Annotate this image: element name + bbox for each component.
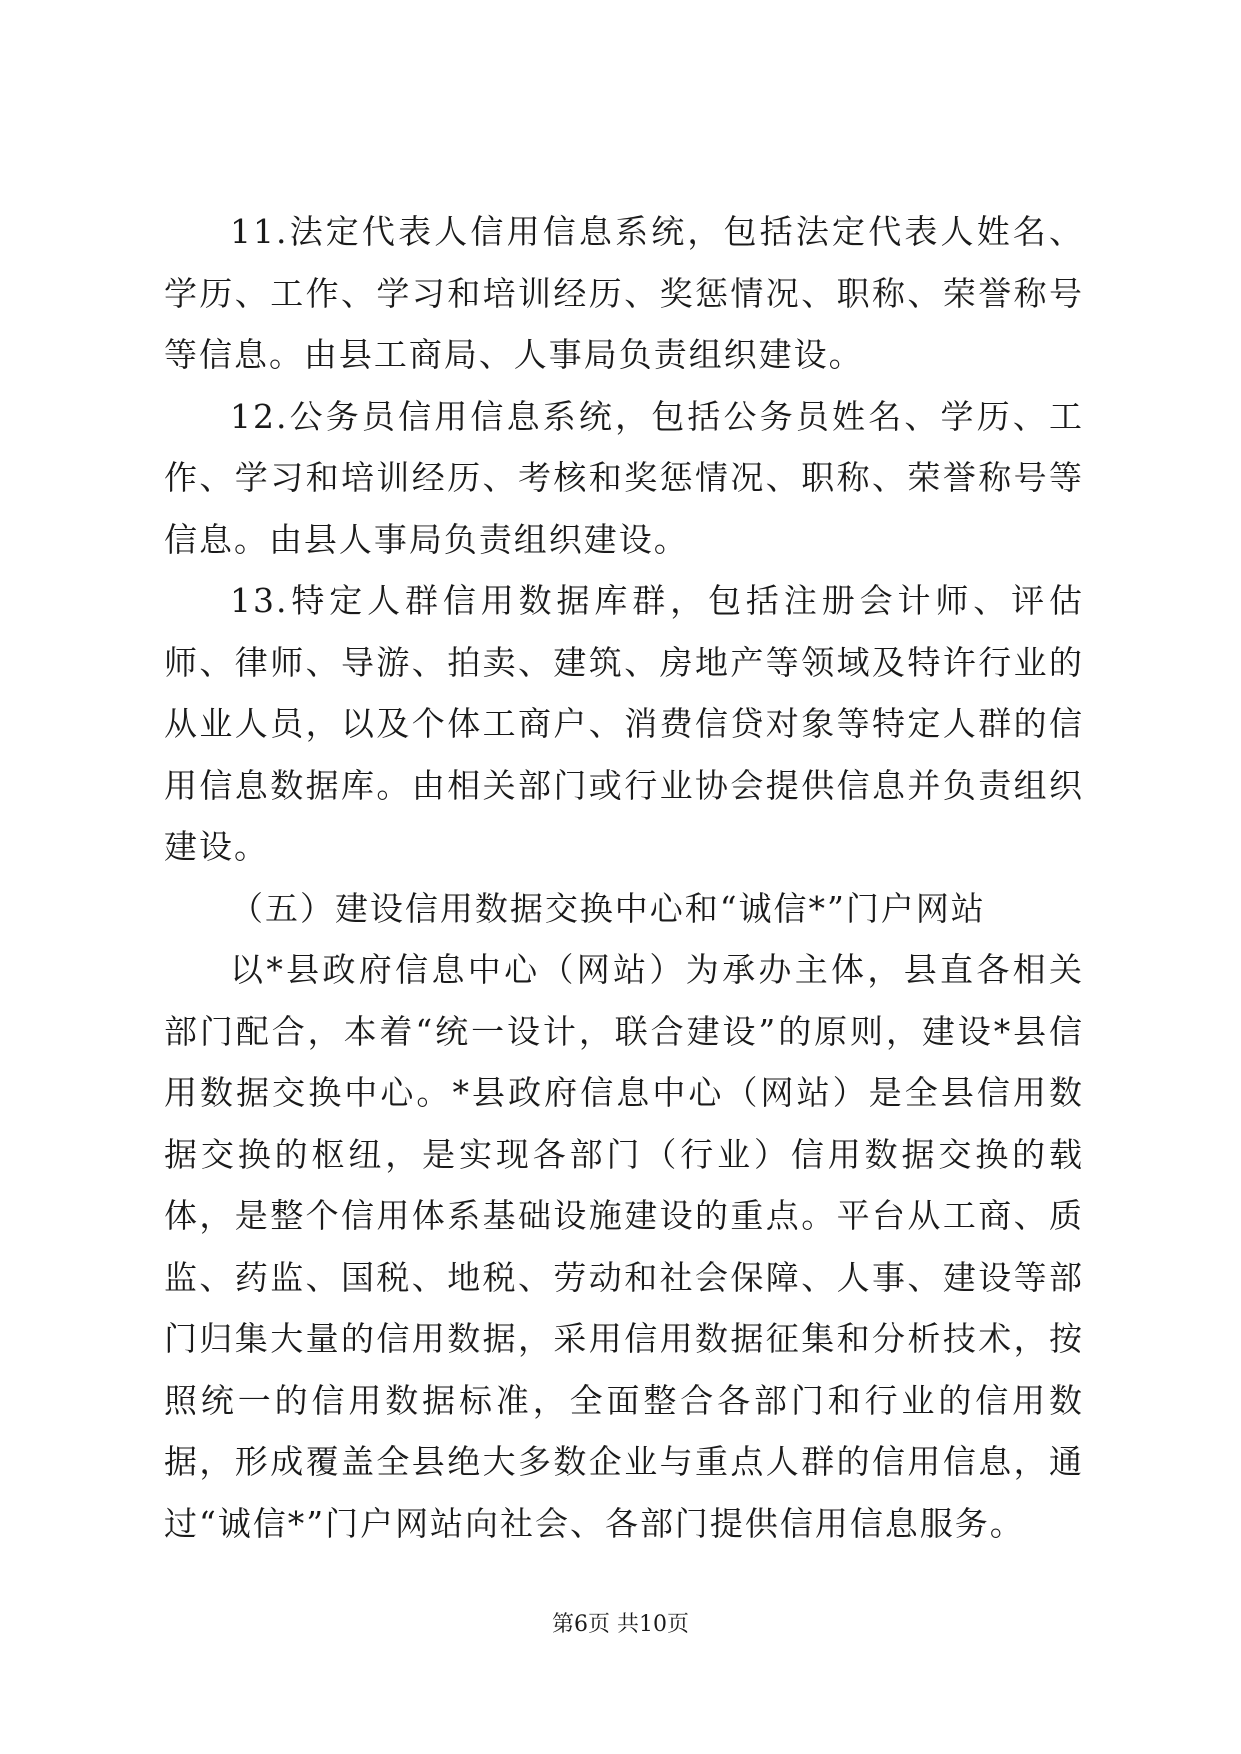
page-number-footer: 第6页 共10页 [552, 1612, 689, 1637]
paragraph-item-12: 12.公务员信用信息系统，包括公务员姓名、学历、工作、学习和培训经历、考核和奖惩情况、职称、荣誉称号等信息。由县人事局负责组织建设。 [164, 396, 1084, 559]
document-body [164, 201, 1084, 1554]
paragraph-item-11: 11.法定代表人信用信息系统，包括法定代表人姓名、学历、工作、学习和培训经历、奖惩情况、职称、荣誉称号等信息。由县工商局、人事局负责组织建设。 [164, 212, 1084, 374]
paragraph-item-13: 13.特定人群信用数据库群，包括注册会计师、评估师、律师、导游、拍卖、建筑、房地产等领域及特许行业的从业人员，以及个体工商户、消费信贷对象等特定人群的信用信息数据库。由相关部门或行业协会提供信息并负责组织建设。 [164, 581, 1084, 866]
paragraph-body: 以*县政府信息中心（网站）为承办主体，县直各相关部门配合，本着“统一设计，联合建设”的原则，建设*县信用数据交换中心。*县政府信息中心（网站）是全县信用数据交换的枢纽，是实现各部门（行业）信用数据交换的载体，是整个信用体系基础设施建设的重点。平台从工商、质监、药监、国税、地税、劳动和社会保障、人事、建设等部门归集大量的信用数据，采用信用数据征集和分析技术，按照统一的信用数据标准，全面整合各部门和行业的信用数据，形成覆盖全县绝大多数企业与重点人群的信用信息，通过“诚信*”门户网站向社会、各部门提供信用信息服务。 [164, 950, 1084, 1543]
section-heading: （五）建设信用数据交换中心和“诚信*”门户网站 [230, 888, 986, 928]
